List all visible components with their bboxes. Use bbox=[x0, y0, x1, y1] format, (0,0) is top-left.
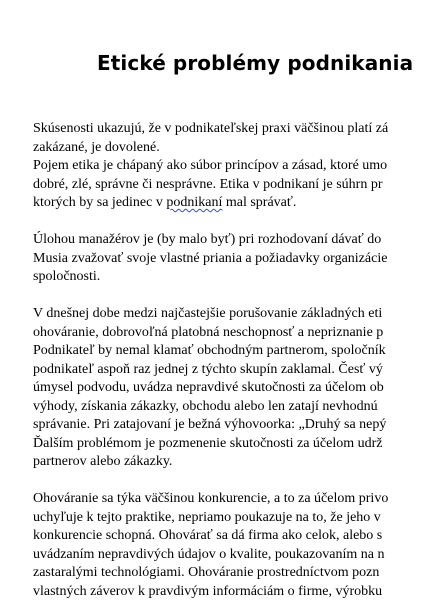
paragraph-3 bbox=[33, 305, 431, 472]
text-line: Musia zvažovať svoje vlastné priania a požiadavky organizácie bbox=[33, 250, 388, 266]
document-body bbox=[33, 120, 431, 601]
paragraph-4 bbox=[33, 490, 431, 601]
text-line: správanie. Pri zatajovaní je bežná výhovoorka: „Druhý sa nepý bbox=[33, 417, 387, 432]
spellcheck-flagged-word: podnikaní bbox=[166, 195, 223, 210]
text-segment: mal správať. bbox=[222, 195, 297, 210]
paragraph-gap bbox=[33, 213, 431, 232]
text-line: Ďalším problémom je pozmenenie skutočnosti za účelom udrž bbox=[33, 435, 383, 451]
text-line: Podnikateľ by nemal klamať obchodným partnerom, spoločník bbox=[33, 343, 386, 358]
text-line: Úlohou manažérov je (by malo byť) pri rozhodovaní dávať do bbox=[33, 232, 382, 247]
text-line: V dnešnej dobe medzi najčastejšie porušovanie základných eti bbox=[33, 306, 383, 321]
text-line: výhody, získania zákazky, obchodu alebo len zatají nevhodnú bbox=[33, 398, 378, 414]
text-line: zakázané, je dovolené. bbox=[33, 139, 160, 155]
text-line: úmysel podvodu, uvádza nepravdivé skutočnosti za účelom ob bbox=[33, 380, 384, 395]
paragraph-gap bbox=[33, 287, 431, 306]
text-line: Skúsenosti ukazujú, že v podnikateľskej praxi väčšinou platí zá bbox=[33, 121, 389, 136]
text-line bbox=[33, 194, 431, 213]
document-title: Etické problémy podnikania bbox=[97, 51, 414, 75]
paragraph-1 bbox=[33, 120, 431, 213]
text-line: Pojem etika je chápaný ako súbor princípov a zásad, ktoré umo bbox=[33, 158, 388, 173]
text-line: spoločnosti. bbox=[33, 269, 101, 284]
paragraph-gap bbox=[33, 472, 431, 491]
text-line: ohováranie, dobrovoľná platobná neschopnosť a nepriznanie p bbox=[33, 324, 384, 340]
text-line: uvádzaním nepravdivých údajov o kvalite, poukazovaním na n bbox=[33, 546, 385, 562]
text-line: zastaralými technológiami. Ohováranie prostredníctvom pozn bbox=[33, 565, 380, 580]
text-line: uchyľuje k tejto praktike, nepriamo poukazuje na to, že jeho v bbox=[33, 509, 381, 525]
text-line: vlastných záverov k pravdivým informáciám o firme, výrobku bbox=[33, 583, 383, 599]
text-line: partnerov alebo zákazky. bbox=[33, 454, 173, 469]
text-line: konkurencie schopná. Ohovárať sa dá firma ako celok, alebo s bbox=[33, 528, 383, 543]
paragraph-2 bbox=[33, 231, 431, 287]
text-line: podnikateľ aspoň raz jednej z týchto skupín zaklamal. Česť vý bbox=[33, 361, 383, 377]
text-segment: ktorých by sa jedinec v bbox=[33, 195, 167, 210]
text-line: Ohováranie sa týka väčšinou konkurencie, a to za účelom privo bbox=[33, 491, 389, 506]
text-line: dobré, zlé, správne či nesprávne. Etika v podnikaní je súhrn pr bbox=[33, 176, 383, 192]
